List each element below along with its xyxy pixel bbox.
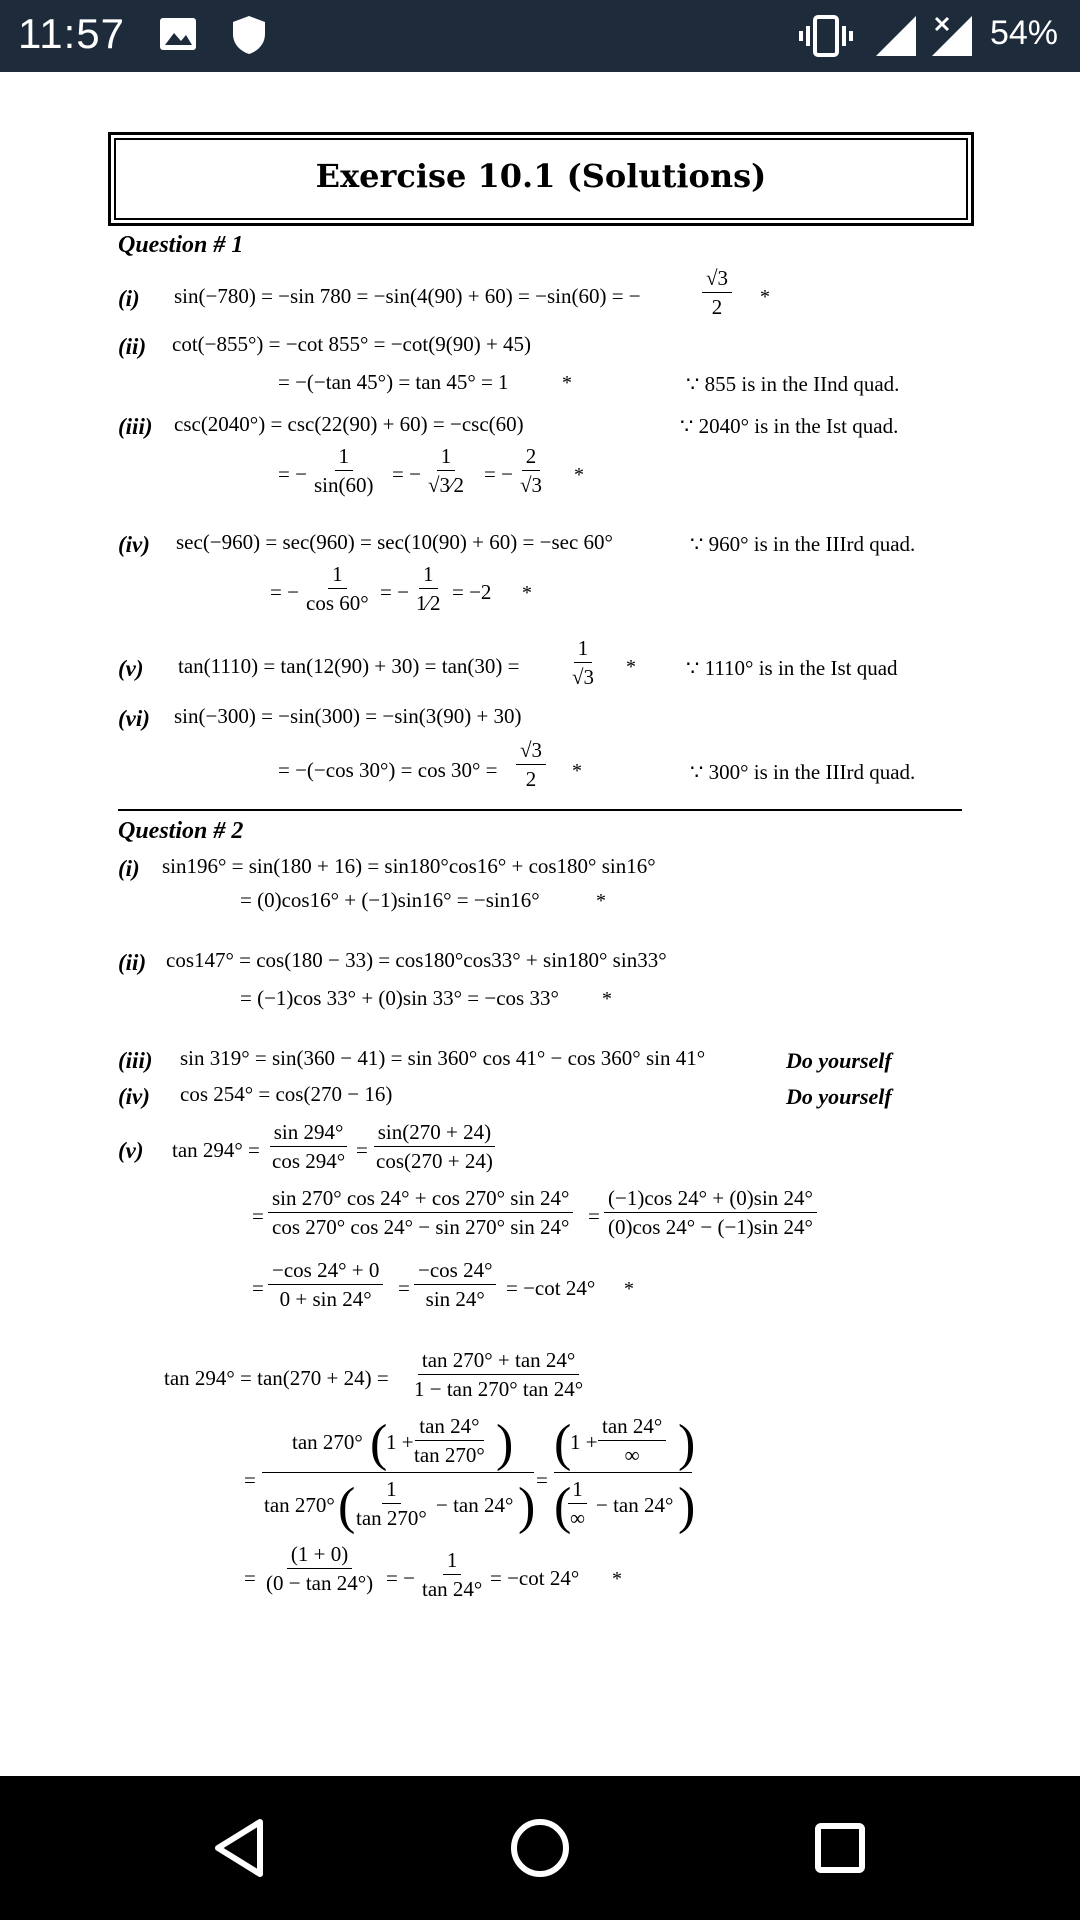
q2-iv-label: (iv) [118, 1084, 150, 1109]
q1-iv-note: ∵ 960° is in the IIIrd quad. [690, 532, 916, 556]
answer-star: * [596, 890, 606, 912]
section-divider [118, 809, 962, 811]
q2-v-frac9: $\frac{1}{\tan 24^\circ}$ [422, 1548, 483, 1602]
q2-ii-line2: = (−1)cos 33° + (0)sin 33° = −cos 33° [240, 986, 559, 1010]
q1-i-label: (i) [118, 286, 140, 311]
q2-iv-note: Do yourself [786, 1084, 892, 1109]
recents-square-icon [804, 1812, 876, 1884]
q2-v-label: (v) [118, 1138, 144, 1163]
equals-minus: = − [484, 462, 513, 486]
signal-icon [874, 14, 918, 63]
q2-v-lhs: tan 294° = [172, 1138, 260, 1162]
question-2-heading: Question # 2 [118, 818, 244, 844]
q2-iii-equation: sin 319° = sin(360 − 41) = sin 360° cos 41° − cos 360° sin 41° [180, 1046, 706, 1070]
equals-minus: = − [270, 580, 299, 604]
q2-i-label: (i) [118, 856, 140, 881]
home-circle-icon [504, 1812, 576, 1884]
q1-ii-label: (ii) [118, 334, 147, 359]
q1-vi-label: (vi) [118, 706, 150, 731]
q1-i-fraction: $\frac{√3}{2}$ [702, 266, 732, 319]
answer-star: * [760, 286, 770, 308]
q1-vi-line1: sin(−300) = −sin(300) = −sin(3(90) + 30) [174, 704, 522, 728]
q1-iii-line1: csc(2040°) = csc(22(90) + 60) = −csc(60) [174, 412, 524, 436]
q2-v-frac7: $\frac{\tan 270^\circ + \tan 24^\circ}{1 - \tan 270^\circ \tan 24^\circ}$ [414, 1348, 584, 1402]
q2-v-frac2: $\frac{\sin(270 + 24)}{\cos(270 + 24)}$ [372, 1120, 497, 1173]
signal-no-data-icon [930, 14, 976, 63]
equals-minus: = − [380, 580, 409, 604]
equals-minus: = − [278, 462, 307, 486]
q1-iii-frac3: $\frac{2}{√3}$ [520, 444, 543, 498]
back-button[interactable] [204, 1812, 276, 1884]
q1-iv-label: (iv) [118, 532, 150, 557]
q2-iii-note: Do yourself [786, 1048, 892, 1073]
vibrate-icon [798, 14, 854, 63]
q1-iv-frac2: $\frac{1}{1⁄2}$ [416, 562, 441, 616]
equals-minus: = − [386, 1566, 415, 1590]
equals-minus: = − [392, 462, 421, 486]
q1-v-fraction: $\frac{1}{√3}$ [572, 636, 595, 690]
q2-iv-equation: cos 254° = cos(270 − 16) [180, 1082, 393, 1106]
q2-v-frac5: $\frac{-\cos 24^\circ + 0}{0 + \sin 24^\circ}$ [268, 1258, 383, 1311]
title-box [108, 132, 974, 226]
q1-iii-frac2: $\frac{1}{√3⁄2}$ [428, 444, 465, 498]
q2-v-result1: = −cot 24° [506, 1276, 596, 1300]
equals-sign: = [398, 1276, 410, 1300]
shield-icon [230, 14, 268, 61]
answer-star: * [574, 464, 584, 486]
clock: 11:57 [18, 10, 125, 57]
q1-iv-frac1: $\frac{1}{\cos 60^\circ}$ [306, 562, 369, 616]
document-page [0, 72, 1080, 1776]
q1-iv-line1: sec(−960) = sec(960) = sec(10(90) + 60) = −sec 60° [176, 530, 613, 554]
q1-ii-line2: = −(−tan 45°) = tan 45° = 1 [278, 370, 509, 394]
answer-star: * [562, 372, 572, 394]
q2-v-frac3: $\frac{\sin 270^\circ \cos 24^\circ + \cos 270^\circ \sin 24^\circ}{\cos 270^\circ \cos 24^\circ - \sin 270^\circ \sin 24^\circ}$ [268, 1186, 573, 1239]
q2-v-frac4: $\frac{(-1)\cos 24^\circ + (0)\sin 24^\circ}{(0)\cos 24^\circ - (-1)\sin 24^\circ}$ [604, 1186, 817, 1239]
q2-ii-line1: cos147° = cos(180 − 33) = cos180°cos33° + sin180° sin33° [166, 948, 667, 972]
answer-star: * [602, 988, 612, 1010]
page-title: Exercise 10.1 (Solutions) [315, 157, 767, 195]
equals-sign: = [244, 1468, 256, 1492]
q1-ii-note: ∵ 855 is in the IInd quad. [686, 372, 900, 396]
battery-level: 54% [989, 14, 1058, 52]
equals-sign: = [252, 1276, 264, 1300]
q1-vi-note: ∵ 300° is in the IIIrd quad. [690, 760, 916, 784]
q2-v-frac1: $\frac{\sin 294^\circ}{\cos 294^\circ}$ [268, 1120, 349, 1173]
status-bar [0, 0, 1080, 72]
q1-iii-label: (iii) [118, 414, 153, 439]
answer-star: * [612, 1568, 622, 1590]
q1-iii-note: ∵ 2040° is in the Ist quad. [680, 414, 899, 438]
q1-iii-frac1: $\frac{1}{\sin(60)}$ [314, 444, 374, 498]
q1-v-note: ∵ 1110° is in the Ist quad [686, 656, 898, 680]
q2-i-line2: = (0)cos16° + (−1)sin16° = −sin16° [240, 888, 540, 912]
q2-v-frac6: $\frac{-\cos 24^\circ}{\sin 24^\circ}$ [414, 1258, 496, 1311]
image-icon [158, 14, 198, 59]
question-1-heading: Question # 1 [118, 232, 244, 258]
q1-v-equation: tan(1110) = tan(12(90) + 30) = tan(30) = [178, 654, 520, 678]
back-triangle-icon [204, 1812, 276, 1884]
q2-iii-label: (iii) [118, 1048, 153, 1073]
equals-sign: = [244, 1566, 256, 1590]
q1-iv-result: = −2 [452, 580, 492, 604]
q2-ii-label: (ii) [118, 950, 147, 975]
q1-v-label: (v) [118, 656, 144, 681]
q1-ii-line1: cot(−855°) = −cot 855° = −cot(9(90) + 45) [172, 332, 532, 356]
q2-v-frac8: $\frac{(1 + 0)}{(0 - \tan 24^\circ)}$ [266, 1542, 374, 1596]
equals-sign: = [588, 1204, 600, 1228]
home-button[interactable] [504, 1812, 576, 1884]
q2-i-line1: sin196° = sin(180 + 16) = sin180°cos16° + cos180° sin16° [162, 854, 656, 878]
q2-v-infinity-fraction: ( 1 + tan 24° ∞ ) ( 1 ∞ − tan 24° ) [554, 1414, 696, 1535]
q2-v-alt-lhs: tan 294° = tan(270 + 24) = [164, 1366, 389, 1390]
equals-sign: = [536, 1468, 548, 1492]
q2-v-result2: = −cot 24° [490, 1566, 580, 1590]
equals-sign: = [356, 1138, 368, 1162]
navigation-bar [0, 1776, 1080, 1920]
answer-star: * [626, 656, 636, 678]
q2-v-compound-fraction: tan 270° ( 1 + $\frac{\tan 24^\circ}{\tan 270^\circ}$ ) tan 270° ( $\frac{1}{\tan 270^\circ}$ − tan 24° ) [264, 1414, 536, 1535]
answer-star: * [522, 582, 532, 604]
q1-i-equation: sin(−780) = −sin 780 = −sin(4(90) + 60) = −sin(60) = − [174, 284, 641, 308]
equals-sign: = [252, 1204, 264, 1228]
recents-button[interactable] [804, 1812, 876, 1884]
answer-star: * [624, 1278, 634, 1300]
q1-vi-line2: = −(−cos 30°) = cos 30° = [278, 758, 498, 782]
answer-star: * [572, 760, 582, 782]
q1-vi-fraction: $\frac{√3}{2}$ [516, 738, 546, 791]
